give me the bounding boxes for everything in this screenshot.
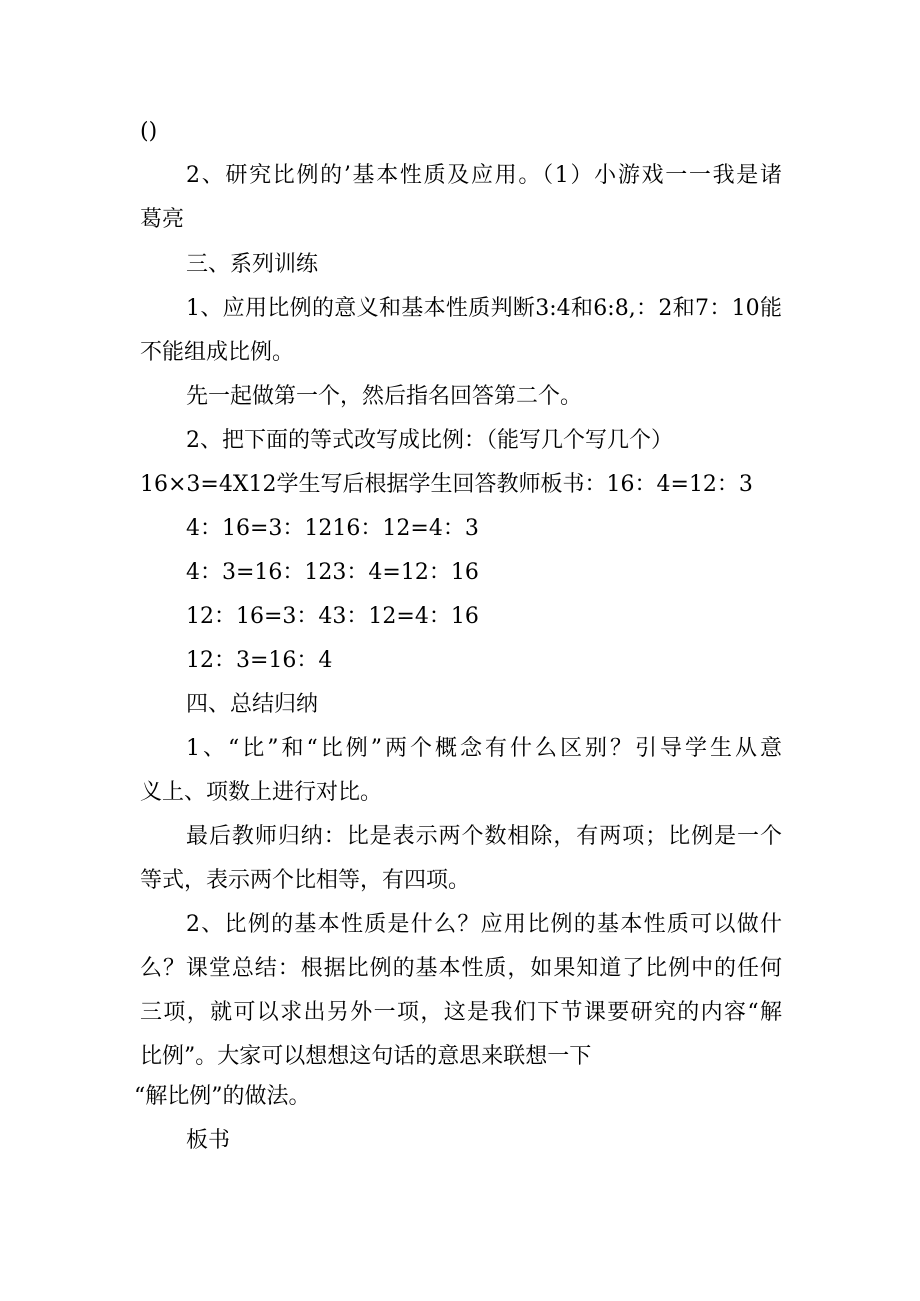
text-line: “解比例”的做法。	[134, 1084, 311, 1109]
text-line: 2、研究比例的’基本性质及应用。（1）小游戏一一我是诸	[186, 163, 782, 188]
text-line: 1、应用比例的意义和基本性质判断3:4和6:8,：2和7：10能	[186, 296, 782, 321]
text-line: 2、比例的基本性质是什么？应用比例的基本性质可以做什	[186, 912, 782, 937]
text-line: ()	[140, 119, 158, 144]
text-line: 12：3=16：4	[186, 648, 333, 673]
text-line: 最后教师归纳：比是表示两个数相除，有两项；比例是一个	[186, 824, 782, 849]
text-line: 4：16=3：1216：12=4：3	[186, 516, 479, 541]
text-line: 么？课堂总结：根据比例的基本性质，如果知道了比例中的任何	[140, 956, 782, 981]
text-line: 2、把下面的等式改写成比例：（能写几个写几个）	[186, 428, 673, 453]
text-line: 16×3=4X12学生写后根据学生回答教师板书：16：4=12：3	[140, 472, 753, 497]
text-line: 4：3=16：123：4=12：16	[186, 560, 479, 585]
text-line: 等式，表示两个比相等，有四项。	[140, 868, 471, 893]
text-line: 不能组成比例。	[140, 340, 295, 365]
section-heading: 四、总结归纳	[186, 692, 319, 717]
text-line: 先一起做第一个，然后指名回答第二个。	[186, 384, 583, 409]
text-line: 比例”。大家可以想想这句话的意思来联想一下	[140, 1044, 592, 1069]
text-line: 葛亮	[140, 207, 185, 232]
text-line: 板书	[186, 1128, 231, 1153]
text-line: 三项，就可以求出另外一项，这是我们下节课要研究的内容“解	[140, 1000, 782, 1025]
text-line: 12：16=3：43：12=4：16	[186, 604, 479, 629]
text-line: 义上、项数上进行对比。	[140, 780, 383, 805]
text-line: 1、“比”和“比例”两个概念有什么区别？引导学生从意	[186, 736, 782, 761]
section-heading: 三、系列训练	[186, 252, 319, 277]
